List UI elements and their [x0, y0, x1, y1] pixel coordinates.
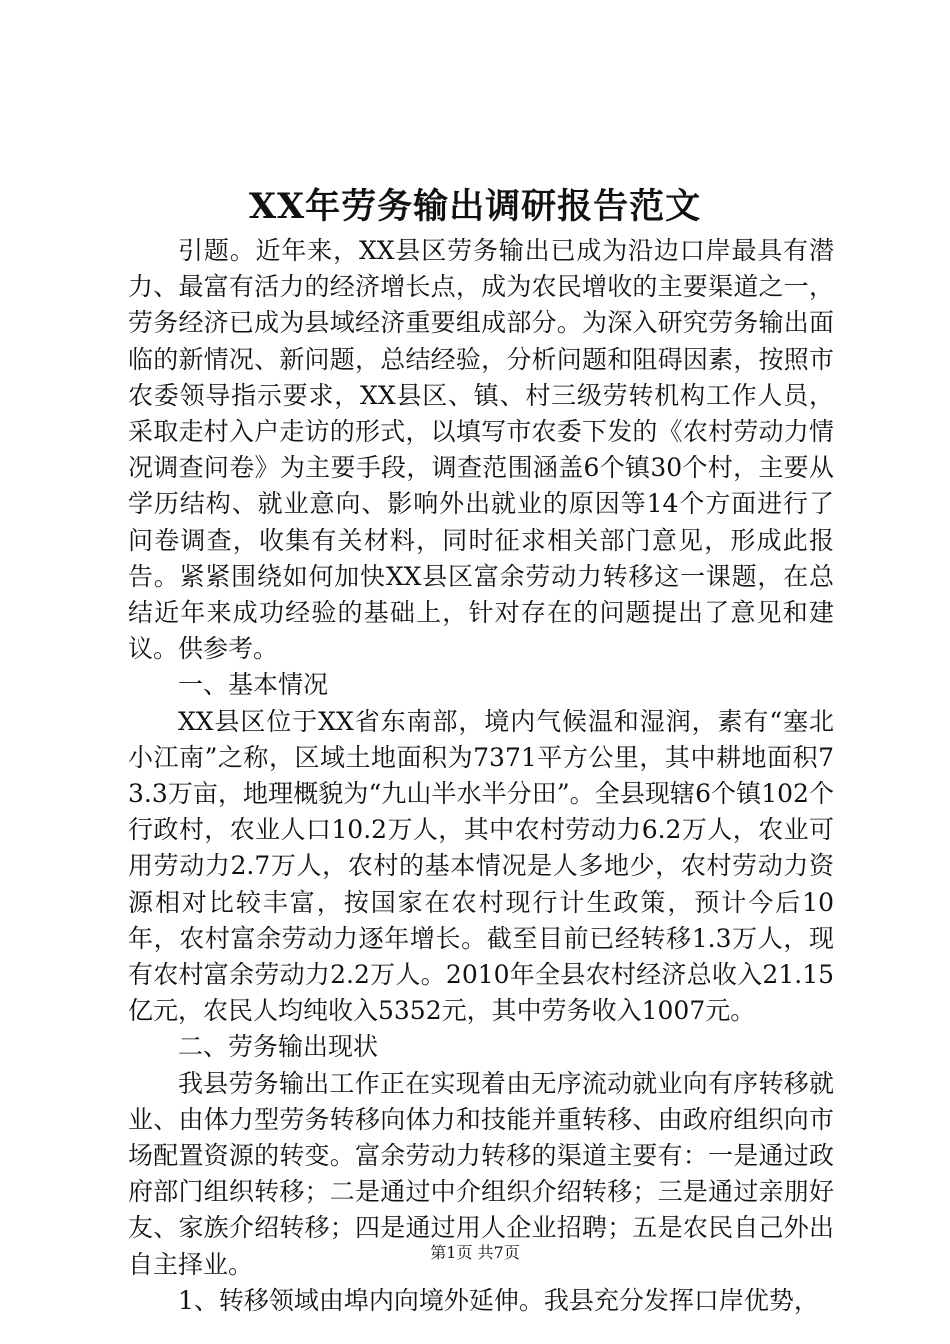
paragraph-intro: 引题。近年来，XX县区劳务输出已成为沿边口岸最具有潜力、最富有活力的经济增长点，成为农民增收的主要渠道之一，劳务经济已成为县域经济重要组成部分。为深入研究劳务输出面临的新情况、新问题，总结经验，分析问题和阻碍因素，按照市农委领导指示要求，XX县区、镇、村三级劳转机构工作人员，采取走村入户走访的形式，以填写市农委下发的《农村劳动力情况调查问卷》为主要手段，调查范围涵盖6个镇30个村，主要从学历结构、就业意向、影响外出就业的原因等14个方面进行了问卷调查，收集有关材料，同时征求相关部门意见，形成此报告。紧紧围绕如何加快XX县区富余劳动力转移这一课题，在总结近年来成功经验的基础上，针对存在的问题提出了意见和建议。供参考。	[128, 236, 834, 664]
document-title: XX年劳务输出调研报告范文	[248, 186, 702, 227]
section-heading-labor-export-status: 二、劳务输出现状	[178, 1032, 379, 1062]
paragraph-labor-export-status: 我县劳务输出工作正在实现着由无序流动就业向有序转移就业、由体力型劳务转移向体力和技能并重转移、由政府组织向市场配置资源的转变。富余劳动力转移的渠道主要有：一是通过政府部门组织转移；二是通过中介组织介绍转移；三是通过亲朋好友、家族介绍转移；四是通过用人企业招聘；五是农民自己外出自主择业。	[128, 1068, 834, 1279]
document-body	[128, 233, 834, 1319]
paragraph-basic-situation: XX县区位于XX省东南部，境内气候温和湿润，素有“塞北小江南”之称，区域土地面积为7371平方公里，其中耕地面积73.3万亩，地理概貌为“九山半水半分田”。全县现辖6个镇102个行政村，农业人口10.2万人，其中农村劳动力6.2万人，农业可用劳动力2.7万人，农村的基本情况是人多地少，农村劳动力资源相对比较丰富，按国家在农村现行计生政策，预计今后10年，农村富余劳动力逐年增长。截至目前已经转移1.3万人，现有农村富余劳动力2.2万人。2010年全县农村经济总收入21.15亿元，农民人均纯收入5352元，其中劳务收入1007元。	[128, 706, 834, 1026]
page-number: 第1页 共7页	[430, 1243, 520, 1262]
paragraph-item-1: 1、转移领域由埠内向境外延伸。我县充分发挥口岸优势，	[178, 1285, 819, 1315]
section-heading-basic-situation: 一、基本情况	[178, 670, 329, 700]
